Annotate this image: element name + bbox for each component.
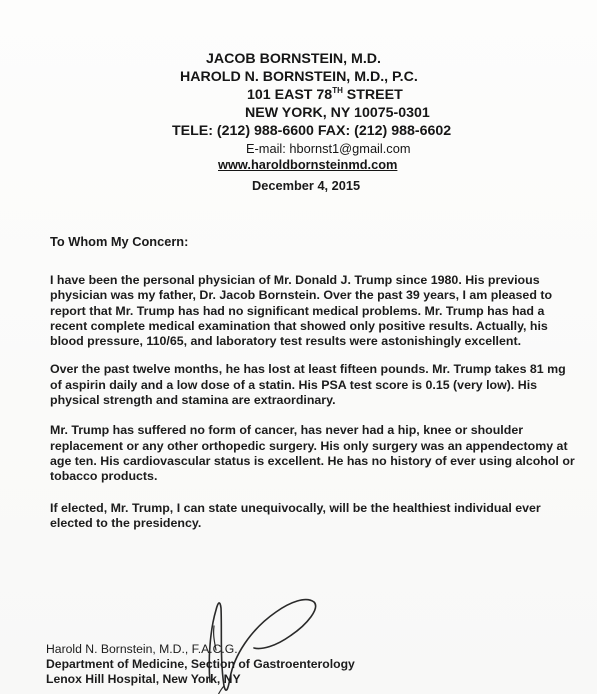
paragraph-line: I have been the personal physician of Mr. Donald J. Trump since 1980. His previous (50, 273, 540, 287)
paragraph-line: tobacco products. (50, 469, 158, 484)
paragraph-line: physician was my father, Dr. Jacob Bornstein. Over the past 39 years, I am pleased to (50, 288, 553, 303)
paragraph-line: recent complete medical examination that showed only positive results. Actually, his (50, 318, 548, 333)
letterhead-website: www.haroldbornsteinmd.com (218, 157, 398, 172)
letterhead (150, 50, 460, 172)
paragraph-line: If elected, Mr. Trump, I can state unequivocally, will be the healthiest individual ever (50, 500, 541, 515)
letterhead-name-2: HAROLD N. BORNSTEIN, M.D., P.C. (180, 69, 418, 85)
paragraph-line: of aspirin daily and a low dose of a statin. His PSA test score is 0.15 (very low). His (50, 377, 538, 392)
paragraph-line: Over the past twelve months, he has lost at least fifteen pounds. Mr. Trump takes 81 mg (50, 362, 566, 377)
letterhead-phones: TELE: (212) 988-6600 FAX: (212) 988-6602 (172, 123, 452, 139)
address-street: STREET (342, 87, 403, 103)
paragraph-line: elected to the presidency. (50, 515, 202, 530)
address-ordinal: TH (332, 86, 343, 95)
paragraph (50, 501, 590, 532)
letter-body (50, 273, 590, 545)
letterhead-address (150, 86, 460, 104)
paragraph-line: age ten. His cardiovascular status is excellent. He has no history of ever using alcohol or (50, 453, 575, 468)
paragraph (50, 273, 590, 349)
paragraph-line: report that Mr. Trump has had no significant medical problems. Mr. Trump has had a (50, 303, 545, 318)
paragraph-line: Mr. Trump has suffered no form of cancer, has never had a hip, knee or shoulder (50, 423, 524, 438)
paragraph (50, 423, 590, 484)
salutation: To Whom My Concern: (50, 234, 189, 249)
letterhead-email: E-mail: hbornst1@gmail.com (246, 141, 411, 156)
letter-date: December 4, 2015 (252, 178, 361, 193)
paragraph-line: replacement or any other orthopedic surgery. His only surgery was an appendectomy at (50, 438, 568, 453)
paragraph-line: physical strength and stamina are extraordinary. (50, 393, 336, 408)
signatory-department: Department of Medicine, Section of Gastroenterology (46, 657, 355, 671)
letterhead-name-1: JACOB BORNSTEIN, M.D. (206, 51, 381, 67)
signature-block (46, 642, 355, 687)
paragraph (50, 362, 590, 408)
letterhead-city: NEW YORK, NY 10075-0301 (245, 105, 430, 121)
signatory-hospital: Lenox Hill Hospital, New York, NY (46, 672, 241, 686)
address-number: 101 EAST 78 (247, 87, 333, 103)
paragraph-line: blood pressure, 110/65, and laboratory test results were astonishingly excellent. (50, 334, 522, 349)
signatory-name: Harold N. Bornstein, M.D., F.A.C.G. (46, 642, 238, 656)
